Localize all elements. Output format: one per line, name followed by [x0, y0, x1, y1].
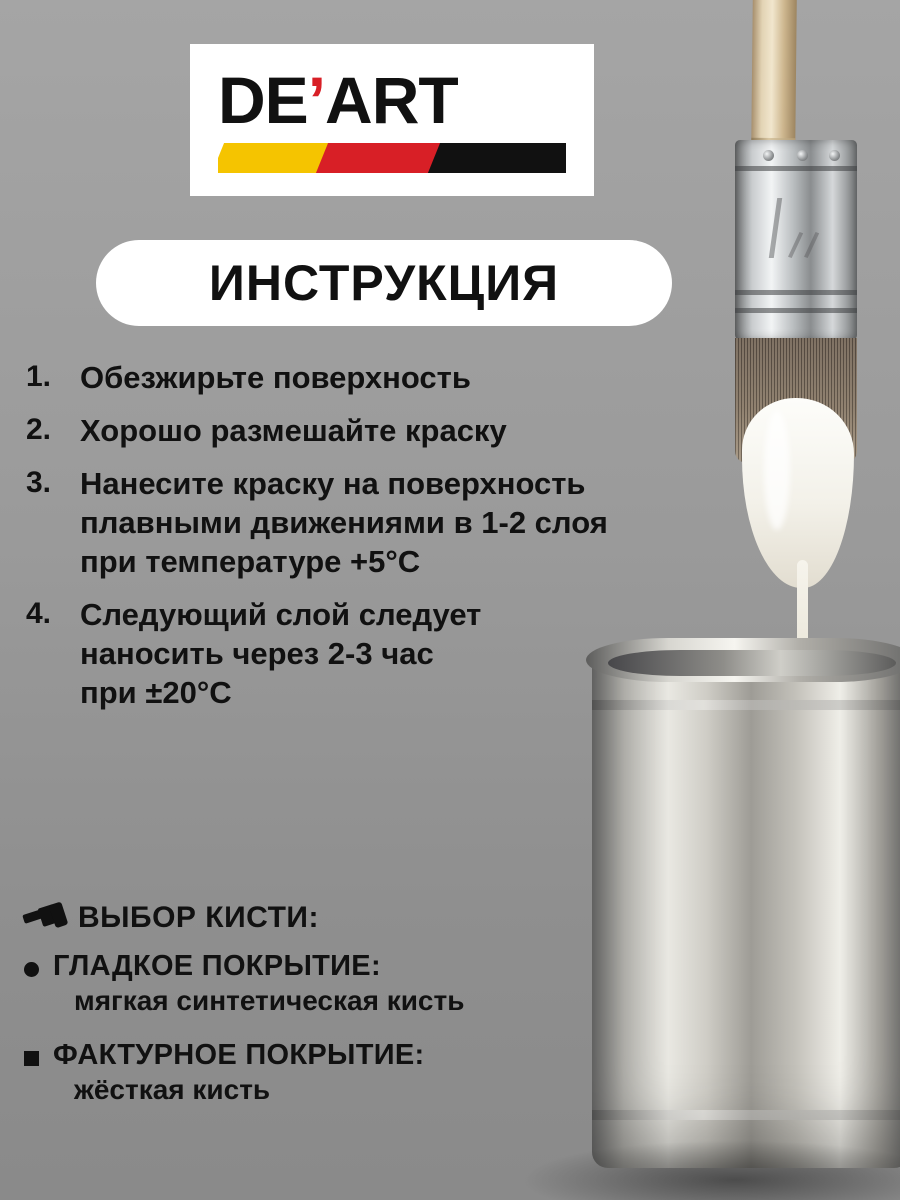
stripe-black — [428, 143, 566, 173]
instruction-steps — [18, 358, 818, 726]
step-number: 4. — [26, 597, 52, 631]
brush-option — [18, 950, 658, 1017]
brand-stripes — [218, 143, 566, 173]
brush-option-heading: ФАКТУРНОЕ ПОКРЫТИЕ: — [53, 1039, 425, 1071]
step-item — [18, 411, 818, 450]
step-item — [18, 464, 818, 581]
bullet-dot-icon — [24, 962, 39, 977]
step-line: Хорошо размешайте краску — [80, 413, 507, 449]
brush-option — [18, 1039, 658, 1106]
bullet-square-icon — [24, 1051, 39, 1066]
brush-option-detail: мягкая синтетическая кисть — [74, 985, 465, 1016]
brush-option-detail: жёсткая кисть — [74, 1074, 271, 1105]
page-title-pill — [96, 240, 672, 326]
brand-logo — [190, 44, 594, 196]
step-text — [80, 595, 481, 712]
brand-name-part1: DE — [218, 63, 308, 137]
step-item — [18, 358, 818, 397]
brush-choice-header — [22, 900, 319, 936]
step-line: наносить через 2-3 час — [80, 636, 434, 672]
step-line: плавными движениями в 1-2 слоя — [80, 505, 608, 541]
brush-option-heading-row — [18, 1039, 658, 1072]
step-number: 3. — [26, 466, 52, 500]
step-line: Следующий слой следует — [80, 597, 482, 633]
step-line: Обезжирьте поверхность — [80, 360, 471, 395]
brush-option-heading-row — [18, 950, 658, 983]
brush-choice-label: ВЫБОР КИСТИ: — [78, 901, 319, 934]
step-text — [80, 358, 471, 397]
step-text — [80, 411, 507, 450]
paint-brush-icon — [22, 900, 68, 936]
brush-options-list — [18, 950, 658, 1128]
step-number: 1. — [26, 360, 52, 393]
step-line: Нанесите краску на поверхность — [80, 466, 586, 502]
page-title: ИНСТРУКЦИЯ — [208, 255, 560, 311]
step-number: 2. — [26, 413, 52, 447]
brand-name — [218, 63, 566, 137]
step-line: при температуре +5°C — [80, 544, 421, 580]
step-item — [18, 595, 818, 712]
step-line: при ±20°C — [80, 675, 232, 711]
brand-name-part2: ART — [325, 63, 458, 137]
brush-option-heading: ГЛАДКОЕ ПОКРЫТИЕ: — [53, 950, 381, 982]
stripe-red — [316, 143, 446, 173]
brand-apostrophe: ’ — [307, 63, 326, 137]
step-text — [80, 464, 608, 581]
